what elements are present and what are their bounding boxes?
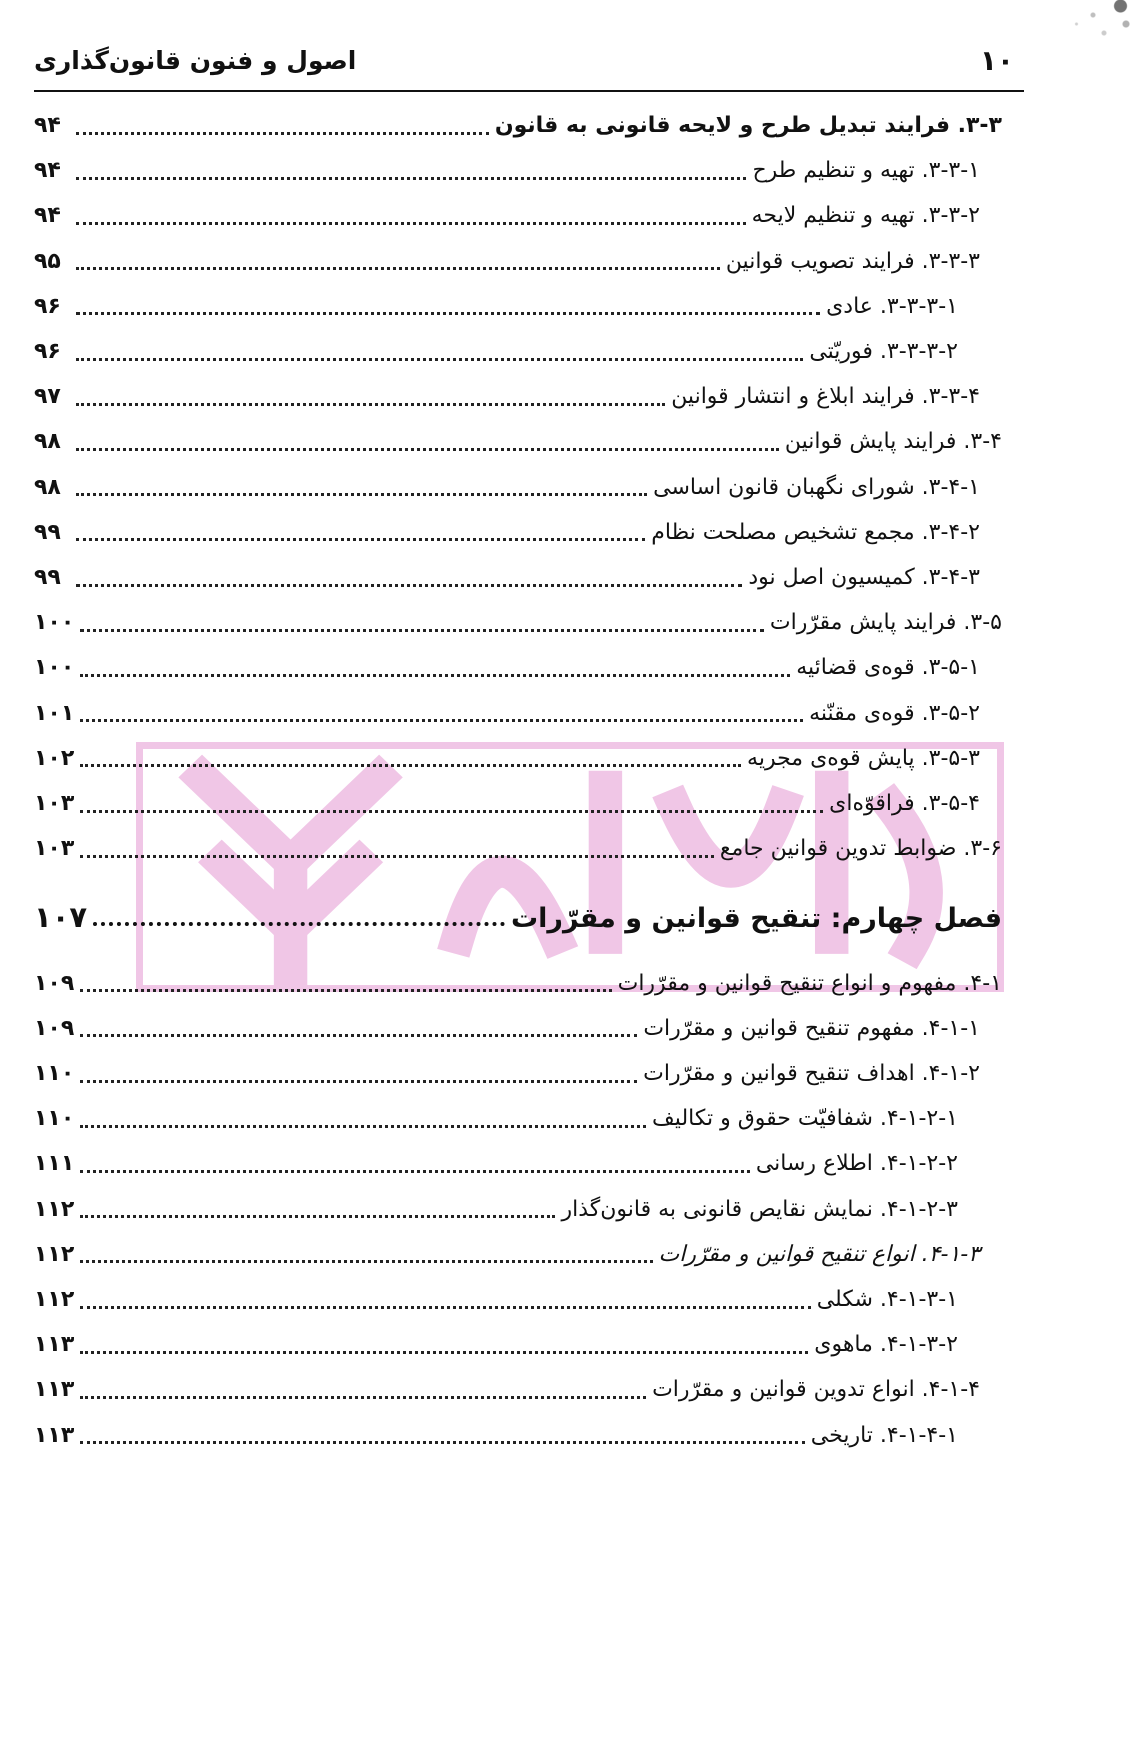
toc-entry-title: ۳-۴-۲. مجمع تشخیص مصلحت نظام (651, 519, 980, 545)
dot-leader (80, 1125, 646, 1128)
toc-entry-title: ۴-۱. مفهوم و انواع تنقیح قوانین و مقرّرات (617, 970, 1002, 996)
dot-leader (80, 719, 803, 722)
toc-entry (34, 1144, 1002, 1184)
dot-leader (76, 177, 746, 180)
toc-entry (34, 1190, 1002, 1230)
dot-leader (80, 1260, 652, 1263)
toc-entry-title: ۳-۳-۳. فرایند تصویب قوانین (725, 248, 980, 274)
toc-entry-page: ۱۱۳ (34, 1377, 75, 1403)
toc-entry-page: ۱۰۹ (34, 970, 75, 996)
toc-entry-page: ۱۰۳ (34, 836, 75, 862)
toc-entry-page: ۹۴ (34, 158, 61, 184)
toc-entry-page: ۱۱۳ (34, 1422, 75, 1448)
toc-entry (34, 1370, 1002, 1410)
toc-entry (34, 558, 1002, 598)
dot-leader (76, 222, 746, 225)
toc-entry-title: ۴-۱-۴. انواع تدوین قوانین و مقرّرات (652, 1377, 980, 1403)
dot-leader (76, 312, 820, 315)
dot-leader (80, 989, 611, 992)
dot-leader (80, 629, 764, 632)
toc-entry (34, 1325, 1002, 1365)
toc-entry-title: ۴-۱-۳. انواع تنقیح قوانین و مقرّرات (658, 1241, 980, 1267)
toc-entry-page: ۹۶ (34, 293, 61, 319)
toc-entry-title: فصل چهارم: تنقیح قوانین و مقرّرات (511, 903, 1002, 935)
toc-entry-title: ۳-۵-۳. پایش قوه‌ی مجریه (747, 745, 980, 771)
dot-leader (80, 1396, 646, 1399)
dot-leader (76, 493, 647, 496)
toc-entry-page: ۱۱۰ (34, 1061, 75, 1086)
toc-entry-page: ۹۸ (34, 429, 61, 455)
toc-entry-page: ۹۷ (34, 384, 61, 410)
dot-leader (80, 855, 714, 858)
toc-entry (34, 1009, 1002, 1049)
dot-leader (76, 132, 489, 135)
toc-entry (34, 377, 1002, 417)
toc-entry-title: ۳-۶. ضوابط تدوین قوانین جامع (719, 836, 1002, 862)
toc-entry (34, 829, 1002, 869)
toc-entry-page: ۱۱۳ (34, 1332, 75, 1358)
toc-entry-title: ۳-۳-۲. تهیه و تنظیم لایحه (751, 203, 980, 229)
toc-entry-title: ۴-۱-۱. مفهوم تنقیح قوانین و مقرّرات (643, 1015, 980, 1041)
toc-entry-page: ۹۴ (34, 203, 61, 229)
toc-entry-page: ۹۵ (34, 248, 61, 274)
dot-leader (80, 1306, 810, 1309)
toc-entry-page: ۱۰۳ (34, 791, 75, 816)
toc-entry (34, 1235, 1002, 1275)
toc-entry-page: ۱۱۱ (34, 1151, 75, 1177)
toc-entry-title: ۴-۱-۳-۲. ماهوی (814, 1332, 958, 1358)
toc-entry-page: ۱۰۰ (34, 610, 75, 636)
toc-entry-title: ۳-۳-۳-۱. عادی (826, 293, 958, 319)
toc-entry-page: ۹۹ (34, 565, 61, 590)
toc-entry-page: ۹۹ (34, 519, 61, 545)
toc-entry-page: ۱۰۰ (34, 655, 75, 681)
dot-leader (80, 1215, 555, 1218)
header-divider (34, 90, 1024, 92)
chapter-heading-entry (34, 892, 1002, 942)
toc-entry (34, 964, 1002, 1004)
toc-entry-title: ۳-۴-۳. کمیسیون اصل نود (748, 565, 980, 590)
toc-entry-title: ۳-۵-۴. فراقوّه‌ای (829, 791, 980, 816)
toc-entry-page: ۱۰۹ (34, 1015, 75, 1041)
toc-entry-page: ۱۱۲ (34, 1196, 75, 1222)
scan-noise (1027, 0, 1137, 60)
toc-entry (34, 196, 1002, 236)
toc-entry (34, 106, 1002, 146)
toc-entry-title: ۳-۵. فرایند پایش مقرّرات (769, 610, 1002, 636)
toc-entry (34, 422, 1002, 462)
toc-entry (34, 468, 1002, 508)
toc-entry-title: ۴-۱-۲-۳. نمایش نقایص قانونی به قانون‌گذار (561, 1196, 958, 1222)
toc-entry-title: ۴-۱-۲-۱. شفافیّت حقوق و تکالیف (652, 1106, 958, 1132)
toc-entry (34, 1416, 1002, 1456)
dot-leader (80, 1441, 805, 1444)
toc-entry (34, 287, 1002, 327)
page-header (34, 44, 1014, 88)
toc-entry (34, 1280, 1002, 1320)
toc-entry-page: ۹۶ (34, 339, 61, 364)
dot-leader (80, 1034, 637, 1037)
dot-leader (76, 358, 803, 361)
toc-entry (34, 784, 1002, 824)
toc-entry-page: ۱۰۷ (34, 900, 88, 935)
dot-leader (76, 448, 779, 451)
dot-leader (80, 1080, 637, 1083)
toc-entry-title: ۳-۴-۱. شورای نگهبان قانون اساسی (653, 474, 980, 500)
dot-leader (80, 1351, 808, 1354)
running-title: اصول و فنون قانون‌گذاری (34, 46, 357, 75)
toc-entry (34, 739, 1002, 779)
toc-entry (34, 332, 1002, 372)
dot-leader (93, 922, 505, 926)
dot-leader (76, 538, 645, 541)
dot-leader (80, 674, 790, 677)
toc-entry (34, 648, 1002, 688)
toc-entry-title: ۴-۱-۲. اهداف تنقیح قوانین و مقرّرات (643, 1061, 980, 1086)
toc-entry-page: ۱۱۰ (34, 1106, 75, 1132)
dot-leader (80, 764, 741, 767)
toc-entry-title: ۴-۱-۳-۱. شکلی (816, 1287, 958, 1312)
toc-entry (34, 242, 1002, 282)
page-number: ۱۰ (979, 44, 1014, 77)
toc-entry-title: ۳-۳-۳-۲. فوریّتی (809, 339, 958, 364)
toc-entry-title: ۳-۴. فرایند پایش قوانین (784, 429, 1002, 455)
toc-entry-page: ۱۱۲ (34, 1287, 75, 1312)
toc-entry (34, 1054, 1002, 1094)
toc-entry-title: ۳-۳-۱. تهیه و تنظیم طرح (752, 158, 980, 184)
dot-leader (80, 1170, 750, 1173)
toc-entry (34, 694, 1002, 734)
toc-entry-title: ۳-۳-۴. فرایند ابلاغ و انتشار قوانین (671, 384, 980, 410)
toc-entry-title: ۳-۵-۲. قوه‌ی مقنّنه (809, 700, 980, 726)
toc-entry-title: ۴-۱-۴-۱. تاریخی (810, 1422, 958, 1448)
toc-entry (34, 513, 1002, 553)
toc-entry-page: ۱۰۱ (34, 700, 75, 726)
dot-leader (80, 810, 823, 813)
toc-entry-page: ۹۴ (34, 113, 61, 138)
toc-entry-title: ۳-۵-۱. قوه‌ی قضائیه (796, 655, 980, 681)
toc-entry-page: ۹۸ (34, 474, 61, 500)
dot-leader (76, 403, 665, 406)
toc-entry-title: ۴-۱-۲-۲. اطلاع رسانی (755, 1151, 958, 1177)
dot-leader (76, 267, 720, 270)
dot-leader (76, 584, 742, 587)
toc-entry-page: ۱۱۲ (34, 1241, 75, 1267)
toc-entry-title: ۳-۳. فرایند تبدیل طرح و لایحه قانونی به قانون (494, 113, 1002, 138)
toc-entry (34, 151, 1002, 191)
toc-entry (34, 603, 1002, 643)
toc-entry-page: ۱۰۲ (34, 745, 75, 771)
toc-entry (34, 1099, 1002, 1139)
